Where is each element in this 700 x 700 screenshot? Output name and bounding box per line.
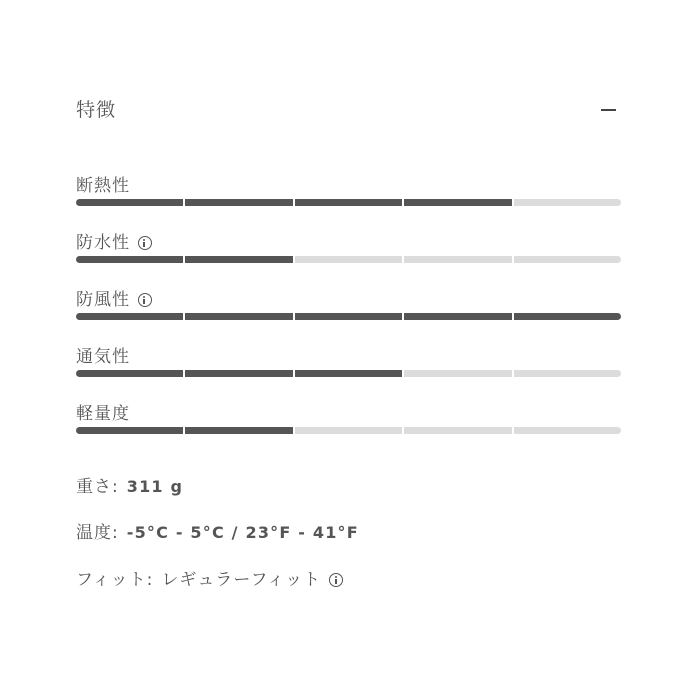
rating-segment-filled bbox=[404, 199, 511, 206]
temperature-value: -5°C - 5°C / 23°F - 41°F bbox=[126, 523, 359, 542]
rating-windproof bbox=[76, 288, 621, 345]
rating-bar bbox=[76, 199, 621, 206]
rating-breathability bbox=[76, 345, 621, 402]
rating-segment-empty bbox=[404, 256, 511, 263]
rating-bar bbox=[76, 427, 621, 434]
rating-segment-empty bbox=[404, 370, 511, 377]
rating-segment-filled bbox=[295, 199, 402, 206]
features-header[interactable] bbox=[76, 96, 621, 124]
rating-segment-filled bbox=[185, 427, 292, 434]
rating-segment-empty bbox=[514, 256, 621, 263]
collapse-button[interactable] bbox=[599, 96, 621, 124]
rating-bar bbox=[76, 256, 621, 263]
weight-key: 重さ: bbox=[76, 477, 119, 497]
rating-segment-filled bbox=[295, 313, 402, 320]
rating-waterproof bbox=[76, 231, 621, 288]
rating-segment-filled bbox=[514, 313, 621, 320]
fit-key: フィット: bbox=[76, 570, 154, 590]
ratings-list bbox=[76, 174, 621, 459]
rating-label: 軽量度 bbox=[76, 404, 130, 424]
fit-value: レギュラーフィット bbox=[161, 570, 322, 590]
info-icon[interactable] bbox=[138, 293, 152, 307]
rating-segment-filled bbox=[185, 199, 292, 206]
rating-segment-filled bbox=[76, 370, 183, 377]
rating-segment-filled bbox=[185, 313, 292, 320]
spec-temperature bbox=[76, 520, 359, 546]
spec-fit bbox=[76, 567, 343, 593]
rating-segment-empty bbox=[514, 370, 621, 377]
rating-lightweight bbox=[76, 402, 621, 459]
rating-segment-filled bbox=[295, 370, 402, 377]
rating-label: 通気性 bbox=[76, 347, 130, 367]
rating-insulation bbox=[76, 174, 621, 231]
rating-segment-filled bbox=[185, 256, 292, 263]
minus-icon bbox=[601, 109, 616, 111]
rating-segment-filled bbox=[404, 313, 511, 320]
rating-label: 断熱性 bbox=[76, 176, 130, 196]
temperature-key: 温度: bbox=[76, 523, 119, 543]
rating-segment-empty bbox=[404, 427, 511, 434]
spec-weight bbox=[76, 474, 183, 500]
rating-label: 防風性 bbox=[76, 290, 130, 310]
rating-segment-filled bbox=[76, 313, 183, 320]
rating-segment-empty bbox=[514, 427, 621, 434]
rating-segment-filled bbox=[76, 427, 183, 434]
rating-label: 防水性 bbox=[76, 233, 130, 253]
weight-value: 311 g bbox=[126, 477, 184, 496]
rating-segment-filled bbox=[185, 370, 292, 377]
rating-segment-filled bbox=[76, 199, 183, 206]
rating-bar bbox=[76, 370, 621, 377]
info-icon[interactable] bbox=[138, 236, 152, 250]
section-title: 特徴 bbox=[76, 99, 117, 121]
rating-segment-filled bbox=[76, 256, 183, 263]
rating-segment-empty bbox=[514, 199, 621, 206]
rating-bar bbox=[76, 313, 621, 320]
rating-segment-empty bbox=[295, 256, 402, 263]
rating-segment-empty bbox=[295, 427, 402, 434]
info-icon[interactable] bbox=[329, 573, 343, 587]
